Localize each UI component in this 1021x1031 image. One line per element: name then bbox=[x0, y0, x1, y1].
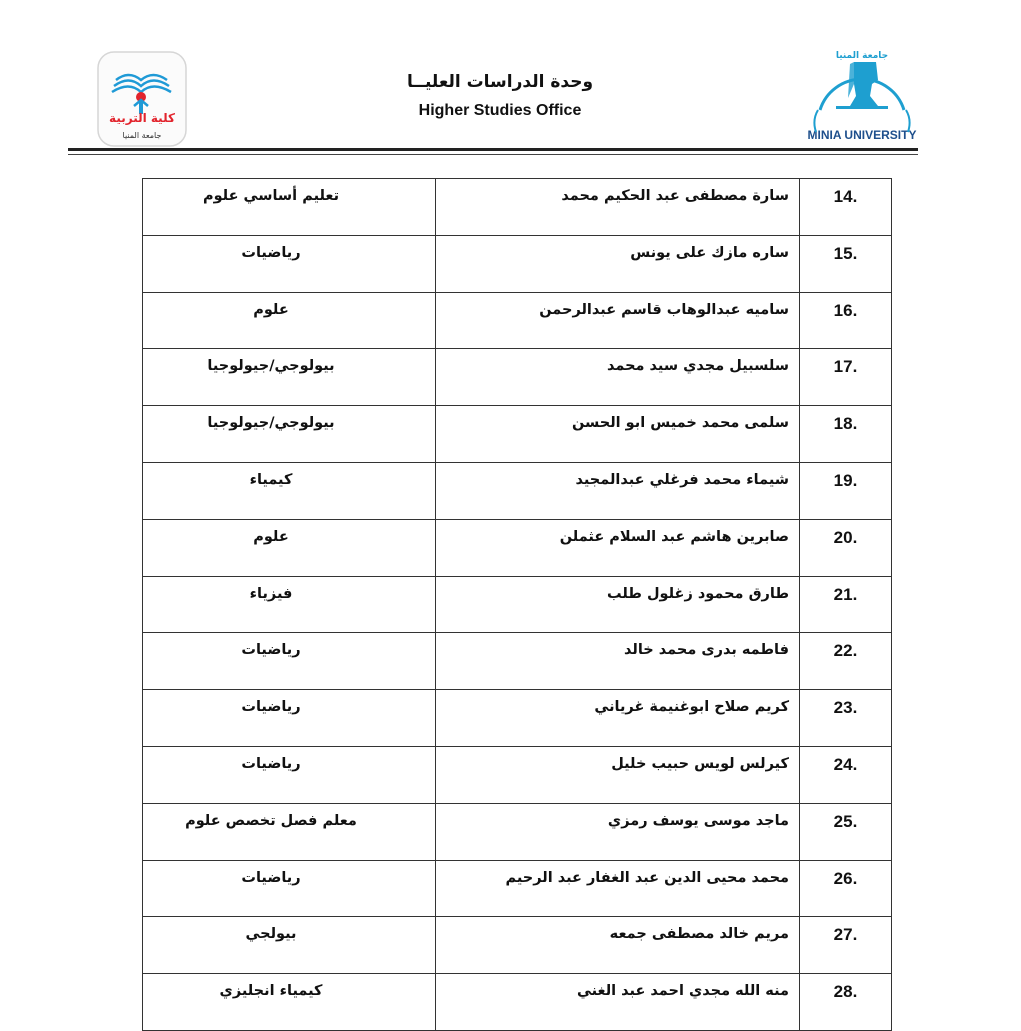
row-number-cell bbox=[800, 803, 892, 860]
table-row bbox=[143, 974, 892, 1031]
specialty-text: رياضيات bbox=[241, 642, 301, 659]
specialty-cell bbox=[143, 690, 436, 747]
specialty-cell bbox=[143, 179, 436, 236]
row-number-text: 20. bbox=[833, 527, 858, 547]
row-number-text: 21. bbox=[833, 584, 858, 604]
student-name-text: ساميه عبدالوهاب قاسم عبدالرحمن bbox=[539, 301, 789, 318]
row-number-cell bbox=[800, 633, 892, 690]
student-name-cell bbox=[436, 917, 800, 974]
minia-logo-arc-text: جامعة المنيا bbox=[835, 51, 889, 61]
student-name-cell bbox=[436, 974, 800, 1031]
table-row bbox=[143, 633, 892, 690]
minia-logo-text: MINIA UNIVERSITY bbox=[807, 128, 917, 142]
table-row bbox=[143, 292, 892, 349]
specialty-text: رياضيات bbox=[241, 869, 301, 886]
college-logo-text: كلية التربية bbox=[109, 111, 175, 125]
header-divider-thick bbox=[68, 148, 918, 151]
specialty-cell bbox=[143, 406, 436, 463]
student-name-text: كريم صلاح ابوغنيمة غرياني bbox=[594, 699, 789, 716]
row-number-text: 14. bbox=[833, 187, 858, 206]
student-name-cell bbox=[436, 690, 800, 747]
specialty-cell bbox=[143, 633, 436, 690]
student-name-cell bbox=[436, 292, 800, 349]
row-number-cell bbox=[800, 519, 892, 576]
student-name-text: صابرين هاشم عبد السلام عثملن bbox=[559, 528, 789, 545]
student-name-cell bbox=[436, 179, 800, 236]
row-number-text: 28. bbox=[833, 982, 858, 1002]
specialty-cell bbox=[143, 860, 436, 917]
row-number-text: 24. bbox=[833, 754, 858, 774]
student-name-text: شيماء محمد فرغلي عبدالمجيد bbox=[575, 471, 789, 488]
student-name-cell bbox=[436, 633, 800, 690]
row-number-cell bbox=[800, 860, 892, 917]
student-name-cell bbox=[436, 860, 800, 917]
row-number-cell bbox=[800, 349, 892, 406]
college-logo-subtext: جامعة المنيا bbox=[122, 131, 162, 140]
table-row bbox=[143, 462, 892, 519]
specialty-cell bbox=[143, 292, 436, 349]
student-name-cell bbox=[436, 576, 800, 633]
table-row bbox=[143, 576, 892, 633]
specialty-text: كيمياء انجليزي bbox=[219, 983, 323, 1000]
specialty-text: رياضيات bbox=[241, 699, 301, 716]
row-number-text: 17. bbox=[833, 357, 858, 377]
row-number-cell bbox=[800, 179, 892, 236]
student-name-text: محمد محيى الدين عبد الغفار عبد الرحيم bbox=[505, 869, 789, 886]
row-number-cell bbox=[800, 576, 892, 633]
specialty-cell bbox=[143, 576, 436, 633]
table-row bbox=[143, 860, 892, 917]
row-number-cell bbox=[800, 406, 892, 463]
specialty-text: تعليم أساسي علوم bbox=[202, 188, 340, 204]
table-row bbox=[143, 746, 892, 803]
students-table bbox=[142, 178, 892, 1031]
specialty-cell bbox=[143, 917, 436, 974]
specialty-text: بيولجي bbox=[245, 926, 297, 943]
student-name-text: ساره مازك على يونس bbox=[630, 244, 789, 261]
specialty-cell bbox=[143, 235, 436, 292]
specialty-text: فيزياء bbox=[249, 585, 293, 602]
row-number-cell bbox=[800, 292, 892, 349]
row-number-text: 23. bbox=[833, 698, 858, 718]
row-number-text: 19. bbox=[833, 470, 858, 490]
header-divider-thin bbox=[68, 154, 918, 155]
table-row bbox=[143, 917, 892, 974]
specialty-cell bbox=[143, 974, 436, 1031]
row-number-cell bbox=[800, 690, 892, 747]
row-number-text: 15. bbox=[833, 243, 858, 263]
student-name-text: طارق محمود زغلول طلب bbox=[606, 585, 789, 602]
specialty-text: علوم bbox=[253, 528, 289, 545]
row-number-text: 22. bbox=[833, 641, 858, 661]
student-name-cell bbox=[436, 349, 800, 406]
student-name-text: سلسبيل مجدي سيد محمد bbox=[606, 358, 789, 375]
office-title-arabic: وحدة الدراسات العليــا bbox=[406, 72, 594, 92]
row-number-cell bbox=[800, 974, 892, 1031]
table-row bbox=[143, 179, 892, 236]
row-number-text: 26. bbox=[833, 868, 858, 888]
student-name-text: سلمى محمد خميس ابو الحسن bbox=[571, 415, 789, 432]
minia-university-logo bbox=[806, 40, 918, 150]
table-row bbox=[143, 803, 892, 860]
specialty-cell bbox=[143, 746, 436, 803]
student-name-cell bbox=[436, 803, 800, 860]
student-name-text: فاطمه بدرى محمد خالد bbox=[624, 642, 789, 659]
student-name-cell bbox=[436, 235, 800, 292]
specialty-cell bbox=[143, 519, 436, 576]
specialty-text: معلم فصل تخصص علوم bbox=[185, 812, 357, 829]
student-name-text: ماجد موسى يوسف رمزي bbox=[607, 812, 789, 829]
specialty-text: بيولوجي/جيولوجيا bbox=[207, 358, 335, 375]
row-number-cell bbox=[800, 235, 892, 292]
specialty-text: بيولوجي/جيولوجيا bbox=[207, 415, 335, 432]
row-number-text: 18. bbox=[833, 414, 858, 434]
specialty-cell bbox=[143, 462, 436, 519]
page-header bbox=[380, 72, 620, 120]
student-name-text: مريم خالد مصطفى جمعه bbox=[609, 926, 789, 943]
specialty-cell bbox=[143, 349, 436, 406]
table-row bbox=[143, 235, 892, 292]
table-row bbox=[143, 406, 892, 463]
student-name-cell bbox=[436, 462, 800, 519]
row-number-cell bbox=[800, 917, 892, 974]
row-number-text: 27. bbox=[833, 925, 858, 945]
student-name-cell bbox=[436, 746, 800, 803]
row-number-cell bbox=[800, 462, 892, 519]
student-name-text: منه الله مجدي احمد عبد الغني bbox=[576, 983, 789, 1000]
table-row bbox=[143, 519, 892, 576]
row-number-text: 25. bbox=[833, 811, 858, 831]
college-of-education-logo bbox=[96, 50, 188, 148]
row-number-text: 16. bbox=[833, 300, 858, 320]
student-name-cell bbox=[436, 519, 800, 576]
specialty-text: علوم bbox=[253, 301, 289, 318]
student-name-cell bbox=[436, 406, 800, 463]
office-title-english: Higher Studies Office bbox=[418, 102, 582, 119]
specialty-text: رياضيات bbox=[241, 755, 301, 772]
table-row bbox=[143, 690, 892, 747]
table-row bbox=[143, 349, 892, 406]
specialty-cell bbox=[143, 803, 436, 860]
student-name-text: كيرلس لويس حبيب خليل bbox=[611, 755, 789, 772]
specialty-text: كيمياء bbox=[249, 471, 293, 488]
specialty-text: رياضيات bbox=[241, 244, 301, 261]
student-name-text: سارة مصطفى عبد الحكيم محمد bbox=[561, 188, 789, 204]
row-number-cell bbox=[800, 746, 892, 803]
